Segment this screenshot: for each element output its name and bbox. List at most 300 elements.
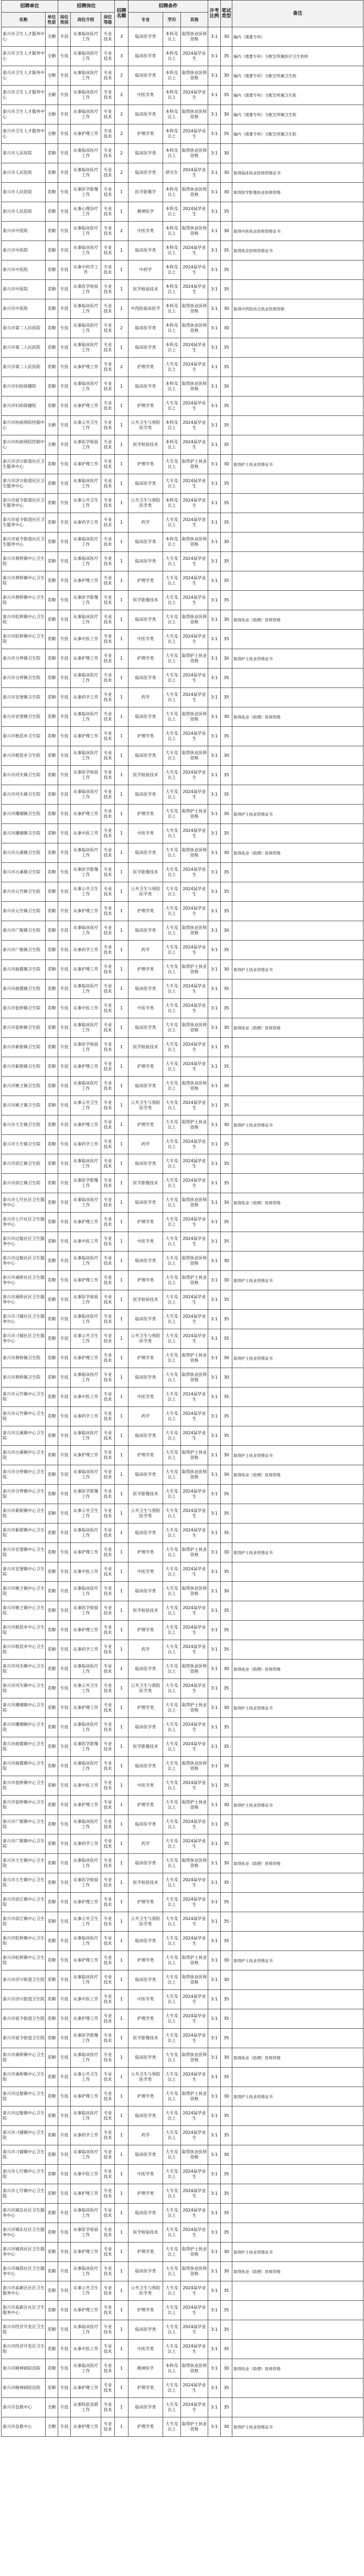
cell-remark [232,1485,363,1504]
cell-hire-count: 1 [115,1679,129,1698]
cell-post-level: 专业技术 [101,960,115,979]
cell-other-requirement: 取得执业医师资格 [181,1368,208,1388]
cell-unit-nature: 差额 [46,222,58,241]
cell-exam-ratio: 3:1 [208,1057,221,1077]
cell-post-level: 专业技术 [101,27,115,47]
cell-major: 中医学类 [129,630,163,649]
cell-hire-count: 1 [115,1932,129,1951]
cell-exam-ratio: 3:1 [208,2087,221,2106]
cell-post-description: 从事护理工作 [71,455,101,474]
table-row [2,202,363,222]
cell-remark: 编内（需要专科）分配至所属卫生院 [232,124,363,144]
table-row [2,163,363,183]
cell-remark: 取得护士执业资格证书 [232,805,363,824]
cell-education: 大专及以上 [163,1698,181,1718]
cell-post-category: 专技 [58,2243,71,2262]
table-row [2,27,363,47]
cell-exam-type: 35 [221,1834,232,1854]
cell-post-description: 从事临床医疗工作 [71,979,101,999]
cell-exam-ratio: 3:1 [208,533,221,552]
cell-post-level: 专业技术 [101,2281,115,2301]
cell-other-requirement: 2024届毕业生 [181,338,208,358]
cell-exam-ratio: 3:1 [208,1815,221,1834]
cell-exam-ratio: 3:1 [208,338,221,358]
cell-education: 大专及以上 [163,1115,181,1135]
cell-other-requirement: 2024届毕业生 [181,2068,208,2087]
cell-remark [232,727,363,746]
cell-post-description: 从事医学检验工作 [71,1601,101,1621]
cell-major: 临床医学类 [129,1154,163,1174]
table-row [2,649,363,669]
cell-exam-type: 35 [221,2165,232,2184]
table-row [2,124,363,144]
cell-exam-ratio: 3:1 [208,183,221,202]
cell-exam-type: 35 [221,358,232,377]
cell-post-category: 专技 [58,124,71,144]
cell-major: 医学影像技术 [129,863,163,882]
cell-other-requirement: 2024届毕业生 [181,1232,208,1252]
cell-remark: 取得护士执业资格证书 [232,1951,363,1970]
cell-major: 临床医学类 [129,338,163,358]
cell-unit-name: 泰兴市卫生人才服务中心 [2,27,46,47]
cell-major: 临床医学类 [129,533,163,552]
cell-hire-count: 1 [115,1038,129,1057]
cell-unit-name: 泰兴市姚王镇中心卫生院 [2,1582,46,1601]
table-row [2,1135,363,1154]
cell-hire-count: 1 [115,941,129,960]
cell-exam-type: 35 [221,124,232,144]
header-unit-name: 名称 [2,13,46,27]
cell-unit-nature: 差额 [46,2243,58,2262]
cell-other-requirement: 2024届毕业生 [181,1679,208,1698]
cell-education: 大专及以上 [163,1018,181,1038]
cell-other-requirement: 2024届毕业生 [181,1407,208,1426]
cell-exam-ratio: 3:1 [208,66,221,86]
cell-education: 大专及以上 [163,921,181,941]
cell-hire-count: 1 [115,805,129,824]
cell-education: 大专及以上 [163,610,181,630]
cell-exam-ratio: 3:1 [208,1776,221,1796]
cell-post-level: 专业技术 [101,280,115,299]
cell-education: 大专及以上 [163,1990,181,2009]
cell-post-description: 从事药学工作 [71,1407,101,1426]
cell-remark: 取得中西医结合执业医师资格 [232,299,363,319]
cell-post-description: 从事公共卫生工作 [71,1504,101,1524]
cell-unit-name: 泰兴市刁铺镇中心卫生院 [2,2145,46,2165]
cell-other-requirement: 2024届毕业生 [181,513,208,533]
cell-education: 本科及以上 [163,66,181,86]
cell-unit-nature: 全额 [46,2398,58,2417]
table-row [2,260,363,280]
cell-unit-name: 泰兴市过船社区卫生服务中心 [2,1232,46,1252]
cell-remark [232,1815,363,1834]
cell-education: 大专及以上 [163,1854,181,1873]
cell-exam-ratio: 3:1 [208,863,221,882]
cell-unit-name: 泰兴市广陵镇卫生院 [2,941,46,960]
cell-exam-ratio: 3:1 [208,941,221,960]
cell-exam-type: 30 [221,2243,232,2262]
cell-post-category: 专技 [58,591,71,610]
cell-hire-count: 1 [115,202,129,222]
cell-other-requirement: 2024届毕业生 [181,1426,208,1446]
cell-post-category: 专技 [58,1698,71,1718]
cell-post-category: 专技 [58,1621,71,1640]
cell-post-level: 专业技术 [101,1193,115,1213]
table-row [2,2320,363,2340]
cell-hire-count: 1 [115,1854,129,1873]
cell-unit-nature: 差额 [46,2320,58,2340]
cell-other-requirement: 2024届毕业生 [181,1815,208,1834]
cell-exam-ratio: 3:1 [208,1232,221,1252]
table-row [2,882,363,902]
cell-unit-name: 泰兴市珊瑚镇中心卫生院 [2,1718,46,1737]
cell-hire-count: 1 [115,1621,129,1640]
cell-remark: 取得执业（助理）医师资格 [232,1193,363,1213]
cell-unit-nature: 差额 [46,474,58,494]
cell-post-level: 专业技术 [101,474,115,494]
cell-post-category: 专技 [58,2398,71,2417]
cell-exam-type: 35 [221,2281,232,2301]
cell-post-description: 从事临床医疗工作 [71,1465,101,1485]
cell-other-requirement: 取得执业医师资格 [181,1193,208,1213]
table-row [2,66,363,86]
cell-exam-type: 35 [221,280,232,299]
cell-hire-count: 1 [115,2009,129,2029]
cell-unit-name: 泰兴市大生镇中心卫生院 [2,1854,46,1873]
table-row [2,1562,363,1582]
cell-unit-nature: 差额 [46,377,58,397]
cell-unit-name: 泰兴市虹桥镇中心卫生院 [2,630,46,649]
cell-education: 大专及以上 [163,746,181,766]
cell-post-level: 专业技术 [101,863,115,882]
cell-other-requirement: 取得护士执业资格 [181,1796,208,1815]
cell-unit-nature: 差额 [46,202,58,222]
cell-unit-name: 泰兴市张桥镇中心卫生院 [2,1776,46,1796]
cell-education: 大专及以上 [163,1465,181,1485]
cell-unit-name: 泰兴市卫生人才服务中心 [2,47,46,66]
table-row [2,1232,363,1252]
table-row [2,688,363,707]
table-row [2,863,363,882]
cell-post-category: 专技 [58,1776,71,1796]
cell-post-level: 专业技术 [101,999,115,1018]
cell-unit-nature: 差额 [46,144,58,163]
cell-post-level: 专业技术 [101,1135,115,1154]
cell-exam-type: 30 [221,299,232,319]
cell-post-level: 专业技术 [101,1932,115,1951]
cell-post-level: 专业技术 [101,1174,115,1193]
cell-exam-type: 30 [221,1368,232,1388]
cell-remark [232,552,363,571]
cell-major: 临床医学类 [129,1252,163,1271]
cell-education: 大专及以上 [163,1776,181,1796]
cell-post-description: 从事护理工作 [71,2301,101,2320]
cell-exam-type: 35 [221,785,232,805]
cell-unit-nature: 差额 [46,882,58,902]
cell-exam-ratio: 3:1 [208,416,221,435]
cell-post-description: 从事护理工作 [71,2009,101,2029]
cell-post-category: 专技 [58,1446,71,1465]
cell-other-requirement: 2024届毕业生 [181,824,208,843]
cell-education: 大专及以上 [163,474,181,494]
cell-exam-type: 35 [221,727,232,746]
cell-post-level: 专业技术 [101,1290,115,1310]
cell-post-level: 专业技术 [101,416,115,435]
cell-post-description: 从事护理工作 [71,1213,101,1232]
cell-post-level: 专业技术 [101,1465,115,1485]
cell-education: 本科及以上 [163,124,181,144]
cell-post-description: 从事护理工作 [71,2379,101,2398]
cell-other-requirement: 2024届毕业生 [181,1893,208,1912]
cell-post-description: 从事公共卫生工作 [71,882,101,902]
cell-education: 本科及以上 [163,2359,181,2379]
cell-exam-ratio: 3:1 [208,1970,221,1990]
cell-post-level: 专业技术 [101,2262,115,2281]
cell-other-requirement: 取得护士执业资格 [181,455,208,474]
cell-exam-type: 30 [221,746,232,766]
cell-education: 大专及以上 [163,1718,181,1737]
cell-exam-type: 30 [221,1077,232,1096]
cell-other-requirement: 取得执业医师资格 [181,1757,208,1776]
cell-unit-nature: 差额 [46,785,58,805]
cell-unit-nature: 差额 [46,552,58,571]
cell-post-category: 专技 [58,1018,71,1038]
cell-post-level: 专业技术 [101,1271,115,1290]
cell-education: 大专及以上 [163,1232,181,1252]
cell-major: 护理学类 [129,1213,163,1232]
cell-other-requirement: 取得执业医师资格 [181,746,208,766]
cell-exam-ratio: 3:1 [208,241,221,260]
cell-education: 大专及以上 [163,882,181,902]
cell-unit-name: 泰兴市延令街道卫生院 [2,2029,46,2048]
cell-post-category: 专技 [58,1057,71,1077]
cell-exam-ratio: 3:1 [208,1698,221,1718]
cell-unit-name: 泰兴市根思乡中心卫生院 [2,1640,46,1660]
cell-post-level: 专业技术 [101,707,115,727]
cell-exam-ratio: 3:1 [208,785,221,805]
cell-major: 临床医学类 [129,2204,163,2223]
cell-other-requirement: 2024届毕业生 [181,727,208,746]
cell-unit-nature: 差额 [46,2340,58,2359]
cell-remark [232,1388,363,1407]
cell-education: 大专及以上 [163,1524,181,1543]
cell-post-category: 专技 [58,2145,71,2165]
cell-post-category: 专技 [58,338,71,358]
cell-post-level: 专业技术 [101,2087,115,2106]
cell-hire-count: 1 [115,1970,129,1990]
cell-post-level: 专业技术 [101,2223,115,2243]
table-row [2,1193,363,1213]
cell-exam-ratio: 3:1 [208,1038,221,1057]
cell-post-description: 从事公共卫生工作 [71,494,101,513]
cell-post-category: 专技 [58,1193,71,1213]
cell-hire-count: 1 [115,2068,129,2087]
cell-major: 中医学类 [129,1776,163,1796]
cell-unit-name: 泰兴市过船社区卫生服务中心 [2,1252,46,1271]
cell-exam-ratio: 3:1 [208,202,221,222]
cell-remark: 取得执业（助理）医师资格 [232,2359,363,2379]
cell-education: 研究生 [163,163,181,183]
cell-education: 大专及以上 [163,2126,181,2145]
table-row [2,2340,363,2359]
cell-major: 临床医学类 [129,979,163,999]
cell-education: 本科及以上 [163,183,181,202]
cell-unit-nature: 差额 [46,1834,58,1854]
cell-post-description: 从事院前急救工作 [71,2398,101,2417]
cell-exam-type: 35 [221,1057,232,1077]
cell-post-description: 从事临床医疗工作 [71,707,101,727]
cell-unit-name: 泰兴市刁铺镇中心卫生院 [2,2126,46,2145]
cell-unit-nature: 差额 [46,805,58,824]
cell-exam-ratio: 3:1 [208,1135,221,1154]
cell-post-level: 专业技术 [101,1485,115,1504]
cell-unit-nature: 全额 [46,416,58,435]
cell-exam-ratio: 3:1 [208,1679,221,1698]
cell-post-level: 专业技术 [101,2379,115,2398]
cell-post-category: 专技 [58,163,71,183]
cell-exam-type: 35 [221,1776,232,1796]
cell-hire-count: 1 [115,843,129,863]
cell-unit-name: 泰兴市刁铺社区卫生服务中心 [2,1310,46,1329]
cell-post-category: 专技 [58,1640,71,1660]
cell-post-description: 从事中医工作 [71,1388,101,1407]
cell-unit-nature: 差额 [46,1154,58,1174]
cell-unit-name: 泰兴市宣堡镇中心卫生院 [2,1562,46,1582]
cell-education: 本科及以上 [163,202,181,222]
cell-hire-count: 1 [115,1154,129,1174]
table-row [2,960,363,979]
cell-hire-count: 1 [115,1232,129,1252]
cell-remark [232,1757,363,1776]
cell-hire-count: 1 [115,999,129,1018]
cell-education: 本科及以上 [163,280,181,299]
cell-education: 大专及以上 [163,1621,181,1640]
cell-post-description: 从事公共卫生工作 [71,1912,101,1932]
cell-post-level: 专业技术 [101,513,115,533]
cell-unit-name: 泰兴市虹桥镇中心卫生院 [2,610,46,630]
cell-education: 大专及以上 [163,2145,181,2165]
cell-other-requirement: 取得护士执业资格 [181,2087,208,2106]
cell-unit-name: 泰兴市城西社区卫生服务中心 [2,2243,46,2262]
cell-hire-count: 1 [115,2340,129,2359]
table-row [2,979,363,999]
cell-post-level: 专业技术 [101,843,115,863]
cell-exam-ratio: 3:1 [208,1912,221,1932]
cell-remark [232,2165,363,2184]
cell-remark [232,630,363,649]
cell-major: 护理学类 [129,2379,163,2398]
table-row [2,494,363,513]
cell-post-description: 从事临床医疗工作 [71,338,101,358]
cell-exam-type: 30 [221,2417,232,2437]
cell-other-requirement: 2024届毕业生 [181,785,208,805]
cell-exam-ratio: 3:1 [208,1562,221,1582]
cell-post-category: 专技 [58,2281,71,2301]
cell-unit-nature: 差额 [46,1679,58,1698]
cell-post-level: 专业技术 [101,1446,115,1465]
cell-exam-ratio: 3:1 [208,591,221,610]
table-row [2,1115,363,1135]
cell-exam-ratio: 3:1 [208,455,221,474]
header-post-level: 岗位等级 [101,13,115,27]
cell-hire-count: 1 [115,397,129,416]
cell-exam-type: 35 [221,1485,232,1504]
cell-post-level: 专业技术 [101,1718,115,1737]
cell-post-description: 从事医学检验工作 [71,2223,101,2243]
cell-unit-name: 泰兴市城东社区卫生服务中心 [2,2223,46,2243]
cell-post-level: 专业技术 [101,2009,115,2029]
cell-hire-count: 1 [115,727,129,746]
cell-exam-type: 30 [221,1757,232,1776]
cell-post-description: 从事临床医疗工作 [71,319,101,338]
cell-major: 公共卫生与预防医学类 [129,2281,163,2301]
cell-remark [232,1990,363,2009]
cell-unit-name: 泰兴市溪桥社区卫生服务中心 [2,1271,46,1290]
cell-education: 大专及以上 [163,1349,181,1368]
table-row [2,513,363,533]
table-row [2,47,363,66]
cell-other-requirement: 2024届毕业生 [181,2106,208,2126]
cell-education: 大专及以上 [163,1154,181,1174]
cell-major: 药学 [129,1834,163,1854]
cell-hire-count: 1 [115,1407,129,1426]
cell-exam-type: 30 [221,805,232,824]
cell-post-category: 专技 [58,47,71,66]
table-row [2,2145,363,2165]
cell-unit-nature: 差额 [46,1077,58,1096]
table-row [2,241,363,260]
cell-post-category: 专技 [58,513,71,533]
cell-major: 药学 [129,2126,163,2145]
cell-exam-type: 35 [221,1524,232,1543]
cell-major: 医学影像技术 [129,1485,163,1504]
cell-unit-name: 泰兴市滨江镇中心卫生院 [2,1912,46,1932]
cell-unit-nature: 差额 [46,1582,58,1601]
cell-major: 临床医学类 [129,47,163,66]
table-row [2,1174,363,1193]
cell-other-requirement: 取得执业医师资格 [181,2145,208,2165]
table-row [2,1932,363,1951]
cell-major: 药学 [129,941,163,960]
cell-post-level: 专业技术 [101,2243,115,2262]
cell-exam-type: 30 [221,843,232,863]
cell-hire-count: 1 [115,902,129,921]
cell-unit-name: 泰兴市七圩社区卫生服务中心 [2,1193,46,1213]
cell-post-description: 从事临床医疗工作 [71,2145,101,2165]
cell-hire-count: 1 [115,1057,129,1077]
cell-unit-name: 泰兴市广陵镇中心卫生院 [2,1815,46,1834]
cell-exam-type: 30 [221,707,232,727]
cell-major: 护理学类 [129,1446,163,1465]
cell-hire-count: 1 [115,1562,129,1582]
cell-unit-name: 泰兴市中医院 [2,222,46,241]
table-row [2,1349,363,1368]
cell-exam-type: 35 [221,1154,232,1174]
cell-post-category: 专技 [58,2165,71,2184]
cell-other-requirement: 2024届毕业生 [181,1154,208,1174]
cell-exam-ratio: 3:1 [208,805,221,824]
cell-other-requirement: 2024届毕业生 [181,902,208,921]
cell-hire-count: 1 [115,707,129,727]
cell-unit-nature: 差额 [46,610,58,630]
cell-post-description: 从事护理工作 [71,397,101,416]
cell-unit-nature: 差额 [46,1329,58,1349]
cell-post-level: 专业技术 [101,1737,115,1757]
table-row [2,669,363,688]
cell-unit-name: 泰兴市虹桥镇中心卫生院 [2,1932,46,1951]
cell-exam-ratio: 3:1 [208,1601,221,1621]
cell-other-requirement: 2024届毕业生 [181,630,208,649]
